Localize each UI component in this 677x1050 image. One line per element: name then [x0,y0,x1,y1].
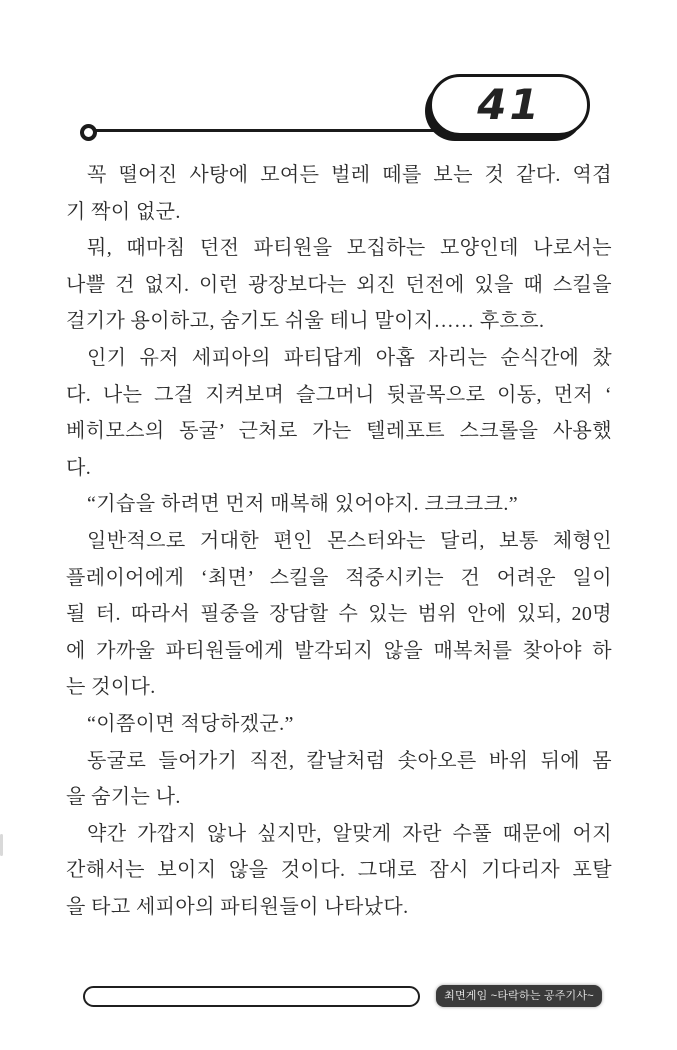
text-line: 동굴로 들어가기 직전, 칼날처럼 솟아오른 바위 뒤에 몸 [87,749,612,772]
text-line: “이쯤이면 적당하겠군.” [87,712,294,735]
page-number: 41 [477,79,542,129]
text-line: 다. [66,456,92,479]
text-line: 꼭 떨어진 사탕에 모여든 벌레 떼를 보는 것 같다. 역겹 [87,164,612,186]
scan-artifact [0,834,3,856]
text-line: 걸기가 용이하고, 숨기도 쉬울 테니 말이지…… 후흐흐. [66,310,545,333]
footer-series-title: 최면게임 ~타락하는 공주기사~ [444,990,594,1002]
page-number-pill [429,74,590,136]
text-line: “기습을 하려면 먼저 매복해 있어야지. 크크크크.” [87,493,519,516]
text-line: 다. 나는 그걸 지켜보며 슬그머니 뒷골목으로 이동, 먼저 ‘ [66,383,612,406]
header-rule-ring-icon [80,124,97,141]
footer-blank-pill [83,986,420,1007]
text-line: 약간 가깝지 않나 싶지만, 알맞게 자란 수풀 때문에 어지 [87,822,612,845]
text-line: 베히모스의 동굴’ 근처로 가는 텔레포트 스크롤을 사용했 [66,420,612,443]
text-line: 플레이어에게 ‘최면’ 스킬을 적중시키는 건 어려운 일이 [66,566,612,589]
text-line: 나쁠 건 없지. 이런 광장보다는 외진 던전에 있을 때 스킬을 [66,273,612,296]
text-line: 될 터. 따라서 필중을 장담할 수 있는 범위 안에 있되, 20명 [66,603,612,626]
text-line: 기 짝이 없군. [66,200,181,223]
footer-series-badge [436,985,602,1007]
text-line: 을 타고 세피아의 파티원들이 나타났다. [66,895,409,918]
text-line: 인기 유저 세피아의 파티답게 아홉 자리는 순식간에 찼 [87,346,612,369]
text-line: 간해서는 보이지 않을 것이다. 그대로 잠시 기다리자 포탈 [66,859,612,882]
text-line: 일반적으로 거대한 편인 몬스터와는 달리, 보통 체형인 [87,529,612,552]
text-line: 뭐, 때마침 던전 파티원을 모집하는 모양인데 나로서는 [87,237,612,260]
text-line: 는 것이다. [66,676,156,699]
text-line: 에 가까울 파티원들에게 발각되지 않을 매복처를 찾아야 하 [66,639,612,662]
header-rule [94,129,450,132]
body-text [66,157,612,925]
text-line: 을 숨기는 나. [66,786,181,809]
